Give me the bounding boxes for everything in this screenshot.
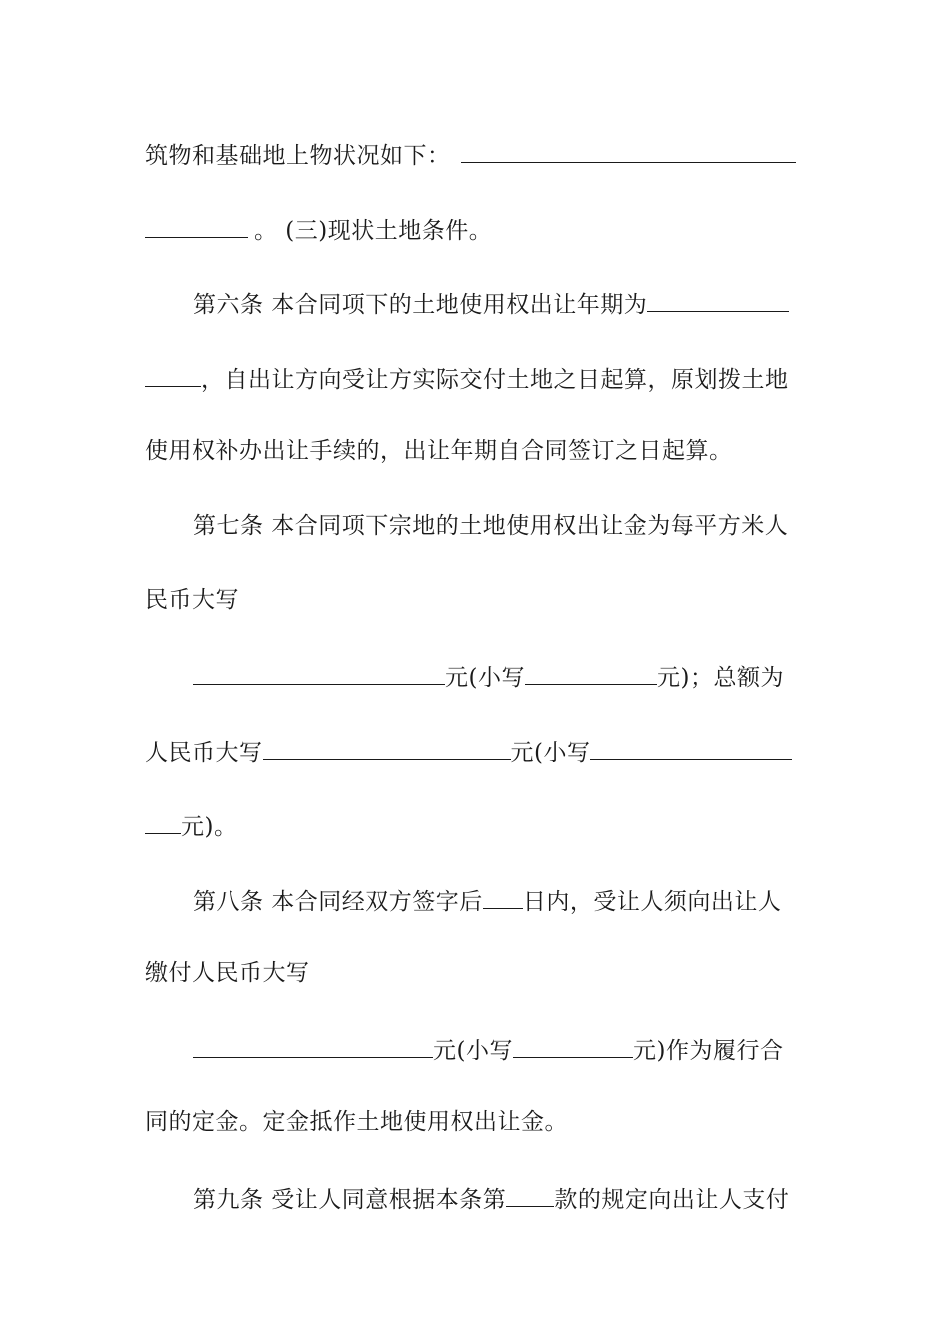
fill-in-blank (525, 658, 657, 685)
line-text: 筑物和基础地上物状况如下： (145, 143, 451, 169)
article-6-text: 第六条 本合同项下的土地使用权出让年期为 (193, 292, 648, 318)
line-text: 元)；总额为 (656, 665, 784, 691)
text-line (193, 509, 807, 543)
text-line (145, 136, 807, 170)
line-text: 民币大写 (145, 587, 239, 613)
fill-in-blank (461, 136, 796, 163)
fill-in-blank (145, 211, 248, 238)
article-9-text: 第九条 受让人同意根据本条第 (193, 1187, 507, 1213)
line-text: 元)作为履行合 (632, 1038, 784, 1064)
fill-in-blank (145, 807, 181, 834)
line-text: 元)。 (181, 814, 238, 840)
line-text: 元(小写 (510, 740, 591, 766)
line-text: 款的规定向出让人支付 (554, 1187, 790, 1213)
text-line (145, 583, 807, 617)
fill-in-blank (263, 733, 511, 760)
line-text: 缴付人民币大写 (145, 960, 310, 986)
text-line (145, 733, 807, 767)
fill-in-blank (193, 1031, 433, 1058)
text-line (145, 360, 807, 394)
text-line (145, 956, 807, 990)
fill-in-blank (145, 360, 201, 387)
line-text: 人民币大写 (145, 740, 263, 766)
fill-in-blank (193, 658, 445, 685)
text-line (193, 1031, 807, 1065)
text-line (145, 211, 807, 245)
fill-in-blank (483, 882, 523, 909)
line-text: 。 (三)现状土地条件。 (254, 218, 493, 244)
line-text: ，自出让方向受让方实际交付土地之日起算，原划拨土地 (201, 367, 789, 393)
fill-in-blank (590, 733, 792, 760)
text-line (145, 434, 807, 468)
fill-in-blank (513, 1031, 633, 1058)
fill-in-blank (647, 285, 789, 312)
fill-in-blank (506, 1180, 554, 1207)
line-text: 元(小写 (445, 665, 525, 691)
article-8-text: 第八条 本合同经双方签字后 (193, 889, 483, 915)
article-7-text: 第七条 本合同项下宗地的土地使用权出让金为每平方米人 (193, 513, 789, 539)
text-line (193, 658, 807, 692)
text-line (145, 807, 807, 841)
text-line (145, 1105, 807, 1139)
text-line (193, 285, 807, 319)
line-text: 使用权补办出让手续的，出让年期自合同签订之日起算。 (145, 438, 733, 464)
line-text: 日内，受让人须向出让人 (522, 889, 782, 915)
text-line (193, 1180, 807, 1214)
line-text: 同的定金。定金抵作土地使用权出让金。 (145, 1109, 568, 1135)
line-text: 元(小写 (433, 1038, 513, 1064)
text-line (193, 882, 807, 916)
